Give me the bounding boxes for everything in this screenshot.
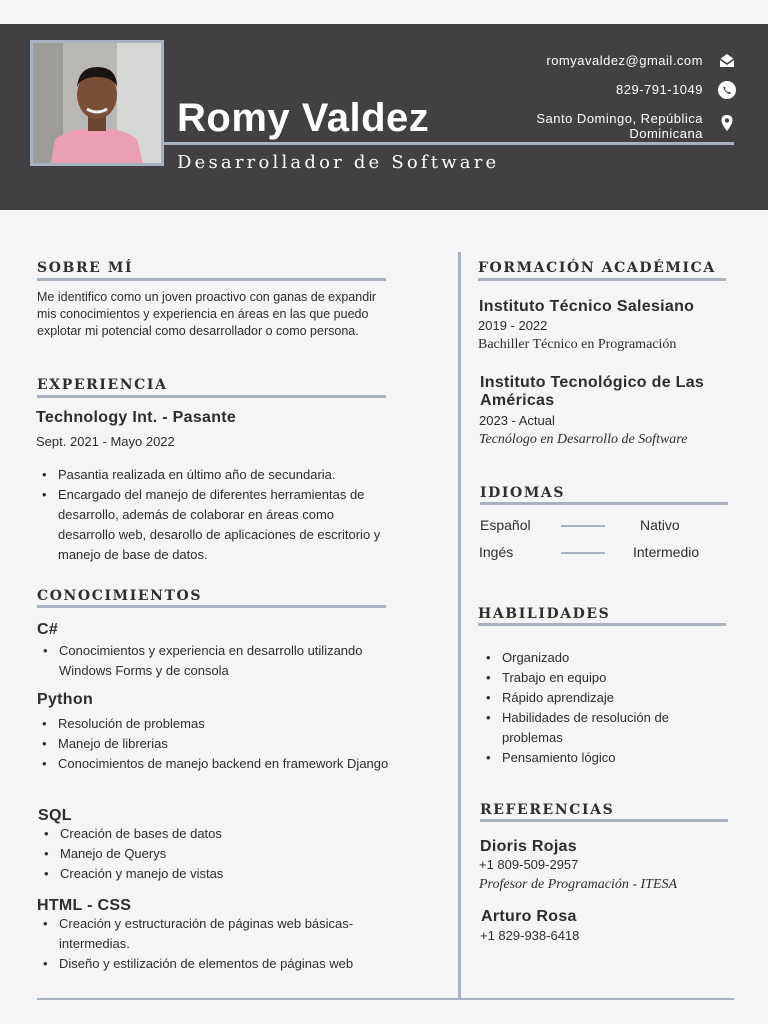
skill-group-html-css: HTML - CSS xyxy=(37,897,132,914)
list-item: • Conocimientos de manejo backend en framework Django xyxy=(36,754,392,774)
education-degree-2: Tecnólogo en Desarrollo de Software xyxy=(479,432,688,447)
skills-heading: HABILIDADES xyxy=(478,606,611,622)
skills-rule xyxy=(478,623,726,626)
list-item: • Encargado del manejo de diferentes herramientas de desarrollo, además de colaborar en áreas como desarrollo web, desarollo de aplicaciones de escritorio y manejo de base de datos. xyxy=(36,485,392,565)
location-text xyxy=(536,111,703,141)
skill-group-csharp: C# xyxy=(37,621,59,638)
list-item: • Pasantia realizada en último año de secundaria. xyxy=(36,465,392,485)
about-heading: SOBRE MÍ xyxy=(37,260,134,276)
language-level-spanish: Nativo xyxy=(640,517,680,533)
language-name-spanish: Español xyxy=(480,517,531,533)
list-item: • Creación y manejo de vistas xyxy=(38,864,378,884)
email-text[interactable]: romyavaldez@gmail.com xyxy=(546,53,703,68)
sql-list xyxy=(38,824,378,884)
header-divider xyxy=(164,142,734,145)
education-dates-1: 2019 - 2022 xyxy=(478,318,548,333)
skill-group-sql: SQL xyxy=(38,807,72,824)
map-pin-icon xyxy=(718,114,736,132)
location-line-2: Dominicana xyxy=(629,126,703,141)
list-item: • Manejo de Querys xyxy=(38,844,378,864)
list-item: • Conocimientos y experiencia en desarrollo utilizando Windows Forms y de consola xyxy=(37,641,367,681)
reference-role-1: Profesor de Programación - ITESA xyxy=(479,877,678,892)
job-title: Desarrollador de Software xyxy=(177,152,500,173)
list-item: • Creación y estructuración de páginas web básicas- intermedias. xyxy=(37,914,402,954)
reference-phone-2[interactable]: +1 829-938-6418 xyxy=(480,928,580,943)
education-school-2-line-1: Instituto Tecnológico de Las xyxy=(480,374,705,391)
reference-name-1: Dioris Rojas xyxy=(480,838,577,855)
education-dates-2: 2023 - Actual xyxy=(479,413,555,428)
list-item: • Pensamiento lógico xyxy=(480,748,720,768)
reference-phone-1[interactable]: +1 809-509-2957 xyxy=(479,857,579,872)
python-list xyxy=(36,714,392,774)
list-item: • Rápido aprendizaje xyxy=(480,688,720,708)
candidate-name: Romy Valdez xyxy=(177,96,430,140)
education-school-2-line-2: Américas xyxy=(480,392,555,409)
language-connector xyxy=(561,552,605,554)
languages-heading: IDIOMAS xyxy=(480,485,566,501)
references-rule xyxy=(480,819,728,822)
experience-list xyxy=(36,465,392,565)
education-school-1: Instituto Técnico Salesiano xyxy=(479,298,695,315)
about-text: Me identifico como un joven proactivo con ganas de expandir mis conocimientos y experiencia en áreas en las que puedo explotar mi potencial como desarrollador o como persona. xyxy=(37,290,377,338)
experience-rule xyxy=(37,395,386,398)
languages-rule xyxy=(480,502,728,505)
list-item: • Creación de bases de datos xyxy=(38,824,378,844)
knowledge-rule xyxy=(37,605,386,608)
list-item: • Organizado xyxy=(480,648,720,668)
references-heading: REFERENCIAS xyxy=(480,802,615,818)
language-name-english: Ingés xyxy=(479,544,514,560)
phone-icon xyxy=(718,81,736,99)
experience-dates: Sept. 2021 - Mayo 2022 xyxy=(36,434,175,449)
knowledge-heading: CONOCIMIENTOS xyxy=(37,588,203,604)
skill-group-python: Python xyxy=(37,691,94,708)
list-item: • Habilidades de resolución de problemas xyxy=(480,708,720,748)
list-item: • Diseño y estilización de elementos de páginas web xyxy=(37,954,402,974)
language-connector xyxy=(561,525,605,527)
reference-name-2: Arturo Rosa xyxy=(481,908,577,925)
education-school-2 xyxy=(480,374,704,410)
column-divider xyxy=(458,252,461,1000)
location-line-1: Santo Domingo, República xyxy=(536,111,703,126)
language-level-english: Intermedio xyxy=(633,544,700,560)
education-degree-1: Bachiller Técnico en Programación xyxy=(478,337,677,352)
education-rule xyxy=(478,278,726,281)
experience-role: Technology Int. - Pasante xyxy=(36,409,237,426)
profile-photo xyxy=(30,40,164,166)
experience-heading: EXPERIENCIA xyxy=(37,377,168,393)
csharp-list xyxy=(37,641,367,681)
envelope-icon xyxy=(718,52,736,70)
list-item: • Resolución de problemas xyxy=(36,714,392,734)
bottom-divider xyxy=(37,998,734,1000)
list-item: • Trabajo en equipo xyxy=(480,668,720,688)
list-item: • Manejo de librerias xyxy=(36,734,392,754)
education-heading: FORMACIÓN ACADÉMICA xyxy=(478,260,716,276)
phone-text[interactable]: 829-791-1049 xyxy=(616,82,703,97)
html-css-list xyxy=(37,914,402,974)
skills-list xyxy=(480,648,720,768)
about-rule xyxy=(37,278,386,281)
